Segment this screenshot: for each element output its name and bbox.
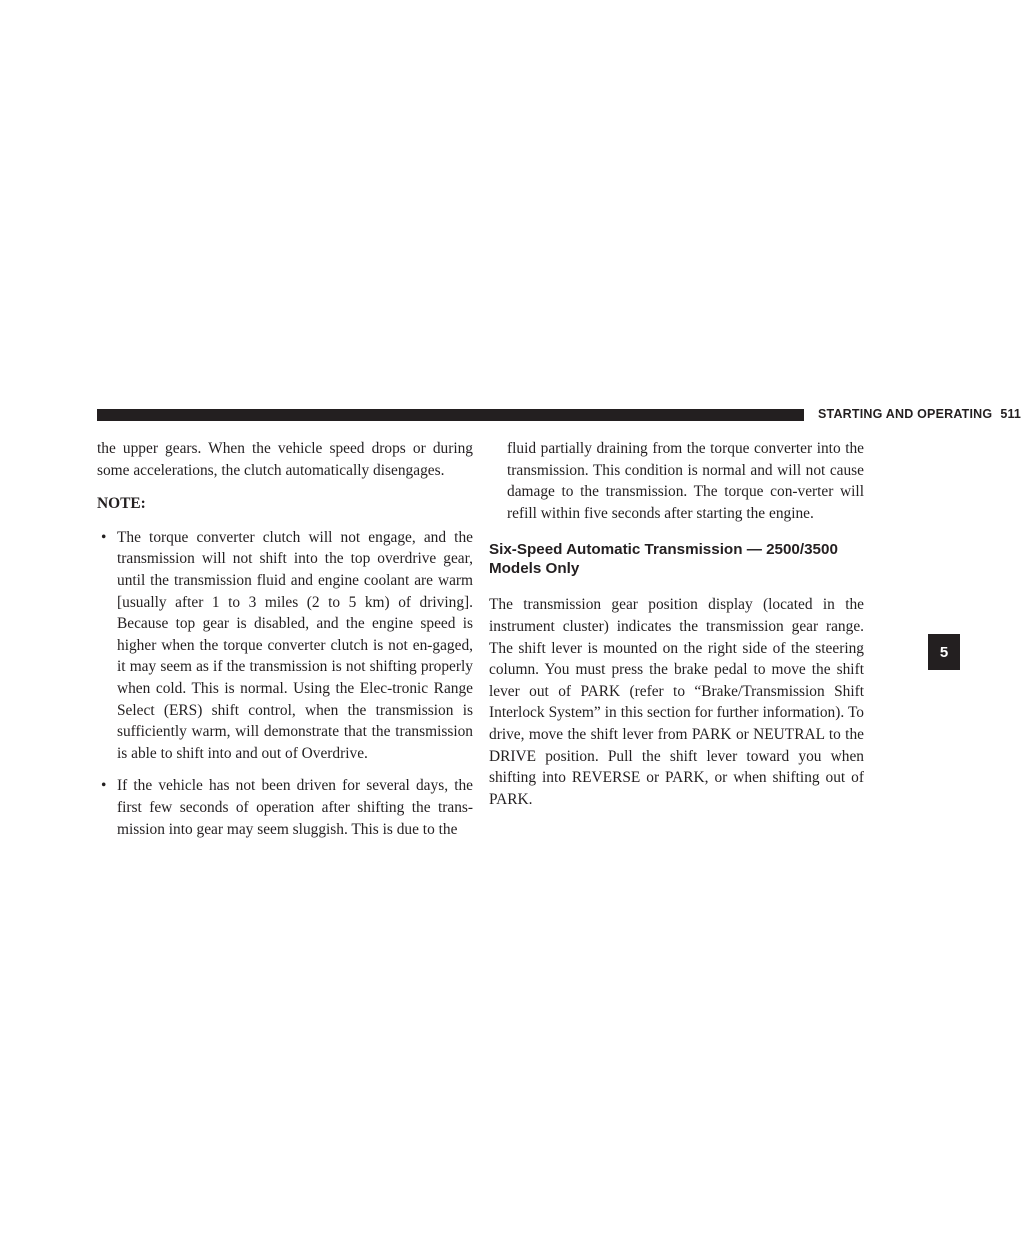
note-label: NOTE:: [97, 495, 146, 513]
section-heading: Six-Speed Automatic Transmission — 2500/3500 Models Only: [489, 541, 838, 578]
note-bullet-list: [97, 527, 473, 840]
header-rule: [97, 409, 804, 421]
bullet-item: [97, 775, 473, 840]
section-body-paragraph: The transmission gear position display (located in the instrument cluster) indicates the transmission gear range. The shift lever is mounted on the right side of the steering column. You must press the brake pedal to move the shift lever out of PARK (refer to “Brake/Transmission Shift Interlock System” in this section for further information). To drive, move the shift lever from PARK or NEUTRAL to the DRIVE position. Pull the shift lever toward you when shifting into REVERSE or PARK, or when shifting out of PARK.: [489, 596, 864, 808]
right-column: [489, 438, 864, 810]
bullet-text: If the vehicle has not been driven for several days, the first few seconds of operation after shifting the trans-mission into gear may seem sluggish. This is due to the: [117, 777, 473, 838]
bullet-glyph: •: [101, 528, 107, 546]
bullet-text: The torque converter clutch will not engage, and the transmission will not shift into the top overdrive gear, until the transmission fluid and engine coolant are warm [usually after 1 to 3 miles (2 to 5 km) of driving]. Because top gear is disabled, and the engine speed is higher when the torque converter clutch is not en-gaged, it may seem as if the transmission is not shifting properly when cold. This is normal. Using the Elec-tronic Range Select (ERS) shift control, when the transmission is sufficiently warm, will demonstrate that the transmission is able to shift into and out of Overdrive.: [117, 528, 473, 762]
left-column: [97, 438, 473, 851]
running-header: [818, 404, 1021, 424]
intro-paragraph: the upper gears. When the vehicle speed drops or during some accelerations, the clutch automatically disengages.: [97, 440, 473, 479]
bullet-continuation: fluid partially draining from the torque converter into the transmission. This condition is normal and will not cause damage to the transmission. The torque con-verter will refill within five seconds after starting the engine.: [507, 440, 864, 522]
chapter-tab: 5: [928, 634, 960, 670]
bullet-item: [97, 527, 473, 765]
bullet-glyph: •: [101, 777, 107, 795]
page-number: 511: [1000, 407, 1021, 421]
header-section-title: STARTING AND OPERATING: [818, 407, 993, 421]
